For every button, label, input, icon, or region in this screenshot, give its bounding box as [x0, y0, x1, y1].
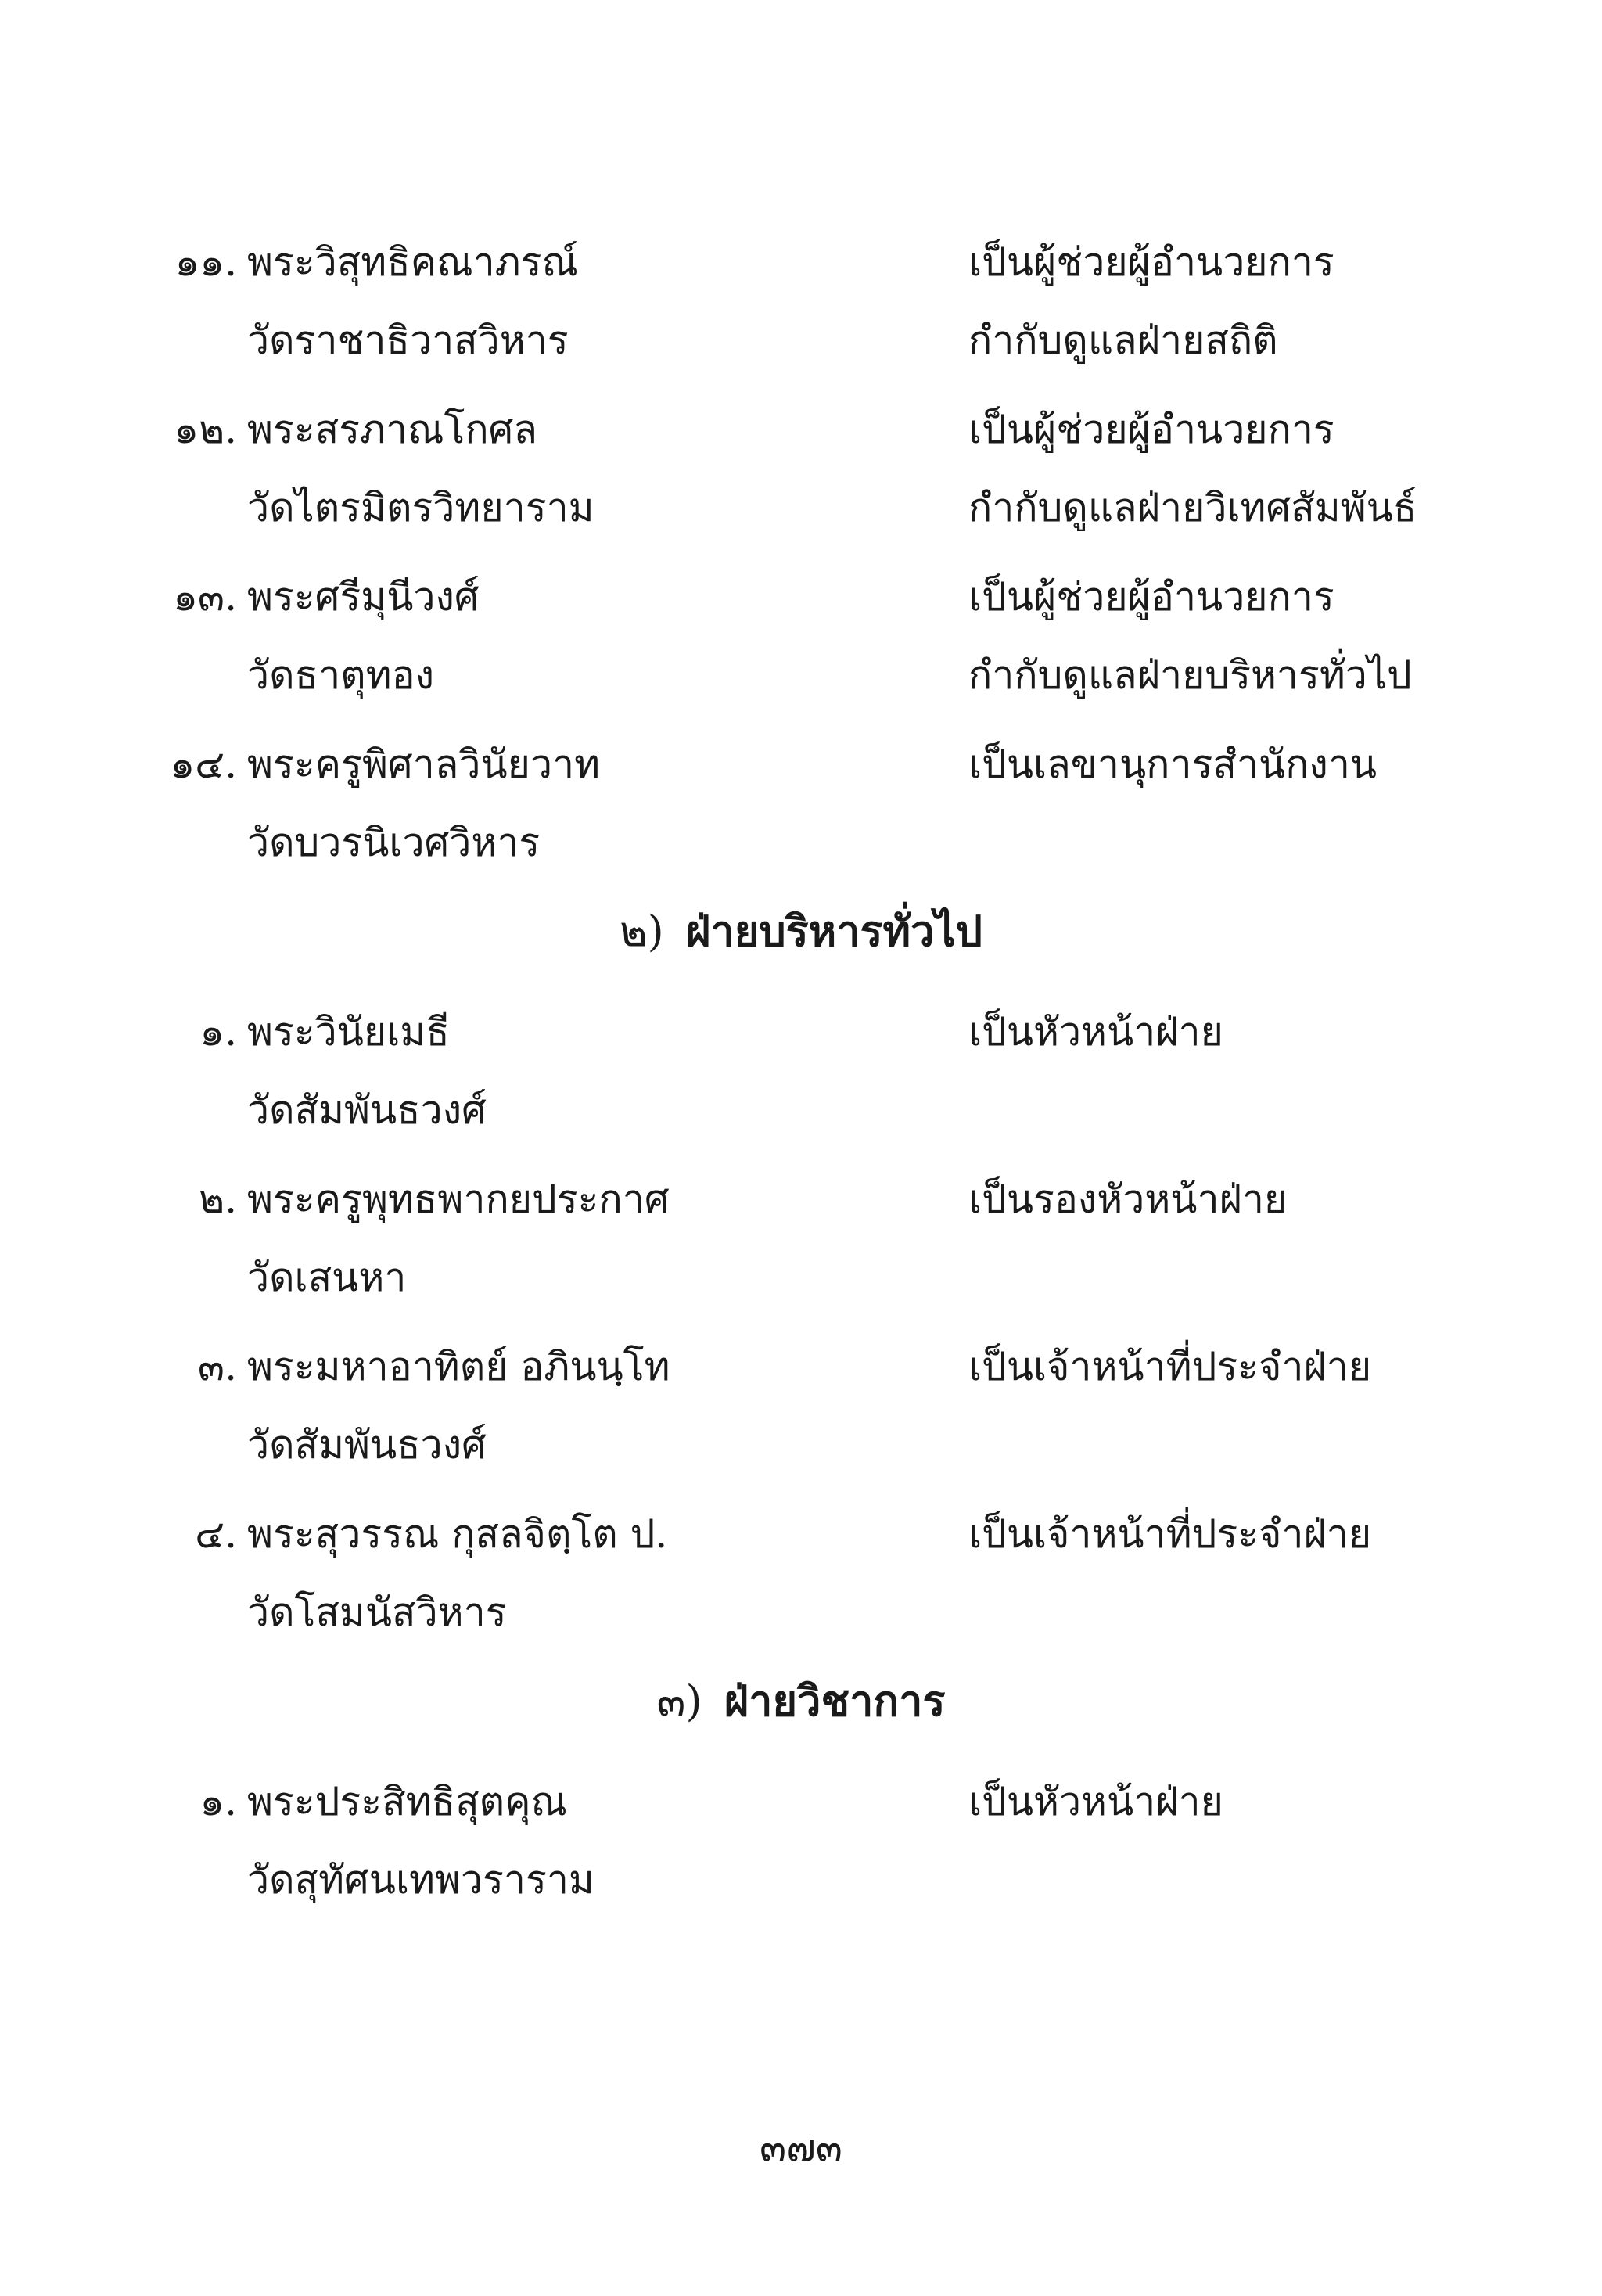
- temple-name: วัดสุทัศนเทพวราราม: [247, 1857, 594, 1903]
- monk-name: พระครูพิศาลวินัยวาท: [247, 742, 601, 787]
- page-number: ๓๗๓: [760, 2125, 842, 2170]
- item-number: ๒.: [199, 1177, 237, 1222]
- monk-name: พระมหาอาทิตย์ อภินนฺโท: [247, 1344, 670, 1389]
- monk-name: พระครูพุทธพากยประกาศ: [247, 1177, 670, 1222]
- section-title: ฝ่ายวิชาการ: [724, 1676, 946, 1726]
- list-item: [0, 402, 1602, 530]
- monk-name: พระวินัยเมธี: [247, 1009, 450, 1055]
- list-item: [0, 1339, 1602, 1468]
- role-title: เป็นหัวหน้าฝ่าย: [968, 1009, 1223, 1055]
- role-title: เป็นเลขานุการสำนักงาน: [968, 742, 1378, 787]
- list-item: [0, 737, 1602, 865]
- role-title: เป็นผู้ช่วยผู้อำนวยการ: [968, 574, 1334, 620]
- monk-name: พระศรีมุนีวงศ์: [247, 574, 480, 620]
- role-title: เป็นเจ้าหน้าที่ประจำฝ่าย: [968, 1344, 1372, 1389]
- monk-name: พระวิสุทธิคณาภรณ์: [247, 239, 578, 285]
- item-number: ๔.: [195, 1511, 237, 1557]
- role-title: เป็นเจ้าหน้าที่ประจำฝ่าย: [968, 1511, 1372, 1557]
- temple-name: วัดสัมพันธวงศ์: [247, 1087, 487, 1133]
- item-number: ๑.: [199, 1779, 237, 1824]
- section-number: ๓): [656, 1676, 702, 1726]
- section-title: ฝ่ายบริหารทั่วไป: [685, 906, 982, 956]
- item-number: ๓.: [197, 1344, 237, 1389]
- monk-name: พระประสิทธิสุตคุณ: [247, 1779, 567, 1824]
- item-number: ๑๔.: [170, 742, 237, 787]
- role-title: เป็นผู้ช่วยผู้อำนวยการ: [968, 239, 1334, 285]
- item-number: ๑.: [199, 1009, 237, 1055]
- temple-name: วัดสัมพันธวงศ์: [247, 1422, 487, 1468]
- list-item: [0, 570, 1602, 698]
- list-item: [0, 235, 1602, 363]
- monk-name: พระสรภาณโกศล: [247, 407, 537, 452]
- role-title: เป็นรองหัวหน้าฝ่าย: [968, 1177, 1288, 1222]
- role-detail: กำกับดูแลฝ่ายบริหารทั่วไป: [968, 652, 1412, 698]
- section-heading: [0, 1669, 1602, 1733]
- role-title: เป็นผู้ช่วยผู้อำนวยการ: [968, 407, 1334, 452]
- item-number: ๑๓.: [173, 574, 237, 620]
- list-item: [0, 1004, 1602, 1133]
- list-item: [0, 1172, 1602, 1300]
- list-item: [0, 1507, 1602, 1635]
- temple-name: วัดเสนหา: [247, 1255, 407, 1300]
- item-number: ๑๒.: [174, 407, 237, 452]
- monk-name: พระสุวรรณ กุสลจิตฺโต ป.: [247, 1511, 668, 1557]
- temple-name: วัดไตรมิตรวิทยาราม: [247, 485, 594, 530]
- list-item: [0, 1774, 1602, 1903]
- item-number: ๑๑.: [174, 239, 237, 285]
- temple-name: วัดธาตุทอง: [247, 652, 435, 698]
- role-detail: กำกับดูแลฝ่ายวิเทศสัมพันธ์: [968, 485, 1417, 530]
- role-title: เป็นหัวหน้าฝ่าย: [968, 1779, 1223, 1824]
- section-number: ๒): [620, 907, 664, 956]
- section-heading: [0, 900, 1602, 963]
- role-detail: กำกับดูแลฝ่ายสถิติ: [968, 318, 1278, 363]
- temple-name: วัดโสมนัสวิหาร: [247, 1590, 507, 1635]
- temple-name: วัดราชาธิวาสวิหาร: [247, 318, 569, 363]
- temple-name: วัดบวรนิเวศวิหาร: [247, 820, 541, 865]
